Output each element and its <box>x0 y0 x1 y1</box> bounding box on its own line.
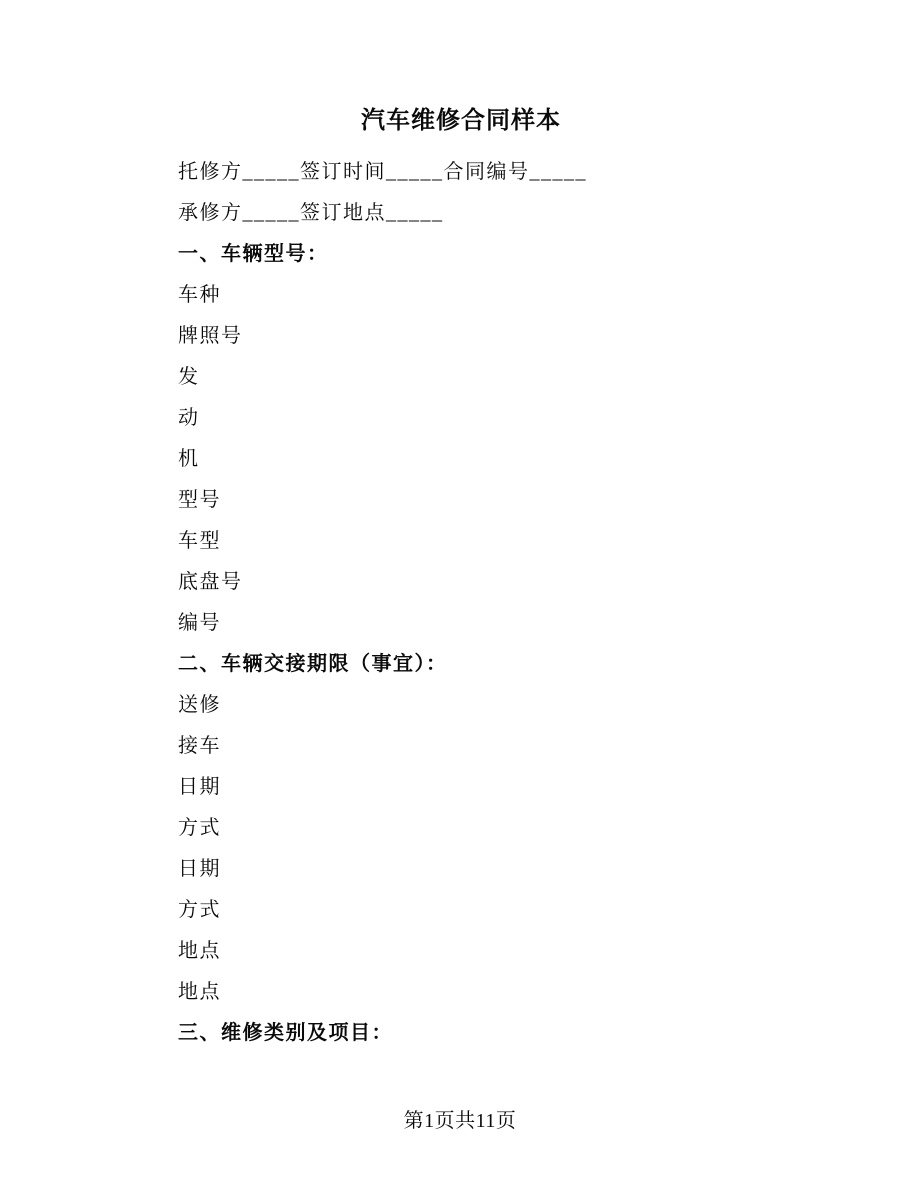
section-heading-repair-category-items: 三、维修类别及项目： <box>178 1022 393 1044</box>
document-title: 汽车维修合同样本 <box>361 108 561 134</box>
field-label-engine-char-1: 发 <box>178 366 200 388</box>
section-heading-handover-period: 二、车辆交接期限（事宜）： <box>178 653 448 675</box>
line-repairing-party-sign-place: 承修方_____签订地点_____ <box>178 202 444 224</box>
field-label-engine-char-3: 机 <box>178 448 200 470</box>
field-label-model-no: 型号 <box>178 489 221 511</box>
document-body <box>178 104 744 1054</box>
line-entrusting-party-sign-time-contract-no: 托修方_____签订时间_____合同编号_____ <box>178 161 587 183</box>
field-label-vehicle-kind: 车种 <box>178 284 221 306</box>
field-label-chassis-no: 底盘号 <box>178 571 243 593</box>
field-label-license-plate-no: 牌照号 <box>178 325 243 347</box>
field-label-place-1: 地点 <box>178 940 221 962</box>
field-label-method-1: 方式 <box>178 817 221 839</box>
field-label-method-2: 方式 <box>178 899 221 921</box>
field-label-vehicle-type: 车型 <box>178 530 221 552</box>
field-label-pick-up-vehicle: 接车 <box>178 735 221 757</box>
section-heading-vehicle-model: 一、车辆型号： <box>178 243 329 265</box>
page-footer: 第1页共11页 <box>403 1110 517 1132</box>
field-label-date-1: 日期 <box>178 776 221 798</box>
field-label-engine-char-2: 动 <box>178 407 200 429</box>
field-label-place-2: 地点 <box>178 981 221 1003</box>
field-label-date-2: 日期 <box>178 858 221 880</box>
field-label-serial-no: 编号 <box>178 612 221 634</box>
field-label-send-for-repair: 送修 <box>178 694 221 716</box>
